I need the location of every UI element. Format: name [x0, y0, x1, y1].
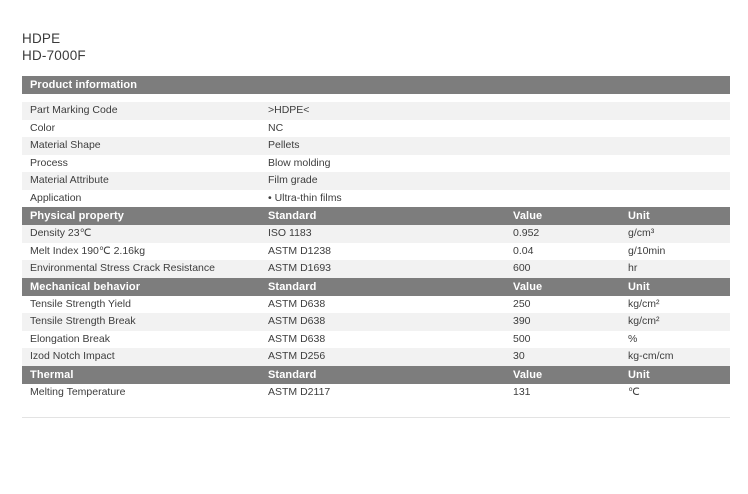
row-label: Elongation Break — [22, 331, 262, 349]
row-label: Melt Index 190℃ 2.16kg — [22, 243, 262, 261]
row-unit: ℃ — [622, 384, 730, 402]
row-value: 500 — [507, 331, 622, 349]
section-title: Mechanical behavior — [22, 278, 262, 296]
row-label: Melting Temperature — [22, 384, 262, 402]
row-value: 390 — [507, 313, 622, 331]
row-unit: g/10min — [622, 243, 730, 261]
row-extra1 — [507, 137, 622, 155]
row-unit: g/cm³ — [622, 225, 730, 243]
section-col-standard: Standard — [262, 366, 507, 384]
row-label: Tensile Strength Break — [22, 313, 262, 331]
row-unit: kg/cm² — [622, 296, 730, 314]
row-standard: ASTM D1693 — [262, 260, 507, 278]
row-value: 0.952 — [507, 225, 622, 243]
row-value: 0.04 — [507, 243, 622, 261]
row-value: 30 — [507, 348, 622, 366]
section-col-value: Value — [507, 207, 622, 225]
row-value: Film grade — [262, 172, 507, 190]
table-row — [22, 243, 730, 261]
section-col-unit: Unit — [622, 366, 730, 384]
row-value: Blow molding — [262, 155, 507, 173]
row-extra2 — [622, 155, 730, 173]
section-spacer — [22, 94, 730, 102]
table-row — [22, 384, 730, 402]
section-col-unit: Unit — [622, 207, 730, 225]
section-col-standard — [262, 76, 507, 94]
row-extra1 — [507, 190, 622, 208]
row-value: 600 — [507, 260, 622, 278]
row-value: Pellets — [262, 137, 507, 155]
row-standard: ISO 1183 — [262, 225, 507, 243]
section-col-value — [507, 76, 622, 94]
row-value: • Ultra-thin films — [262, 190, 507, 208]
section-col-unit — [622, 76, 730, 94]
row-label: Process — [22, 155, 262, 173]
row-extra2 — [622, 120, 730, 138]
footer-divider — [22, 417, 730, 418]
row-value: 250 — [507, 296, 622, 314]
row-label: Part Marking Code — [22, 102, 262, 120]
row-standard: ASTM D638 — [262, 296, 507, 314]
row-value: NC — [262, 120, 507, 138]
section-title: Thermal — [22, 366, 262, 384]
row-label: Material Shape — [22, 137, 262, 155]
section-header-product-information — [22, 76, 730, 94]
table-row — [22, 331, 730, 349]
row-value: 131 — [507, 384, 622, 402]
row-unit: kg-cm/cm — [622, 348, 730, 366]
row-extra1 — [507, 102, 622, 120]
row-extra1 — [507, 120, 622, 138]
row-label: Izod Notch Impact — [22, 348, 262, 366]
row-extra2 — [622, 190, 730, 208]
specification-table — [22, 76, 730, 401]
table-row — [22, 313, 730, 331]
section-title: Product information — [22, 76, 262, 94]
table-row — [22, 260, 730, 278]
row-label: Application — [22, 190, 262, 208]
material-name: HDPE — [22, 31, 61, 46]
row-standard: ASTM D2117 — [262, 384, 507, 402]
section-col-value: Value — [507, 278, 622, 296]
row-label: Environmental Stress Crack Resistance — [22, 260, 262, 278]
table-row — [22, 348, 730, 366]
table-row — [22, 102, 730, 120]
section-col-unit: Unit — [622, 278, 730, 296]
row-unit: hr — [622, 260, 730, 278]
row-extra2 — [622, 102, 730, 120]
row-standard: ASTM D256 — [262, 348, 507, 366]
row-unit: kg/cm² — [622, 313, 730, 331]
row-label: Color — [22, 120, 262, 138]
table-row — [22, 155, 730, 173]
section-header-mechanical-behavior — [22, 278, 730, 296]
table-row — [22, 225, 730, 243]
table-row — [22, 190, 730, 208]
page-title — [22, 30, 730, 64]
row-extra2 — [622, 172, 730, 190]
section-col-value: Value — [507, 366, 622, 384]
row-extra2 — [622, 137, 730, 155]
row-label: Density 23℃ — [22, 225, 262, 243]
section-col-standard: Standard — [262, 207, 507, 225]
section-col-standard: Standard — [262, 278, 507, 296]
table-row — [22, 137, 730, 155]
row-extra1 — [507, 155, 622, 173]
table-row — [22, 296, 730, 314]
row-extra1 — [507, 172, 622, 190]
row-standard: ASTM D638 — [262, 331, 507, 349]
row-label: Tensile Strength Yield — [22, 296, 262, 314]
table-row — [22, 120, 730, 138]
row-standard: ASTM D1238 — [262, 243, 507, 261]
row-standard: ASTM D638 — [262, 313, 507, 331]
table-row — [22, 172, 730, 190]
grade-name: HD-7000F — [22, 48, 86, 63]
section-header-physical-property — [22, 207, 730, 225]
row-unit: % — [622, 331, 730, 349]
section-header-thermal — [22, 366, 730, 384]
section-title: Physical property — [22, 207, 262, 225]
row-label: Material Attribute — [22, 172, 262, 190]
row-value: >HDPE< — [262, 102, 507, 120]
